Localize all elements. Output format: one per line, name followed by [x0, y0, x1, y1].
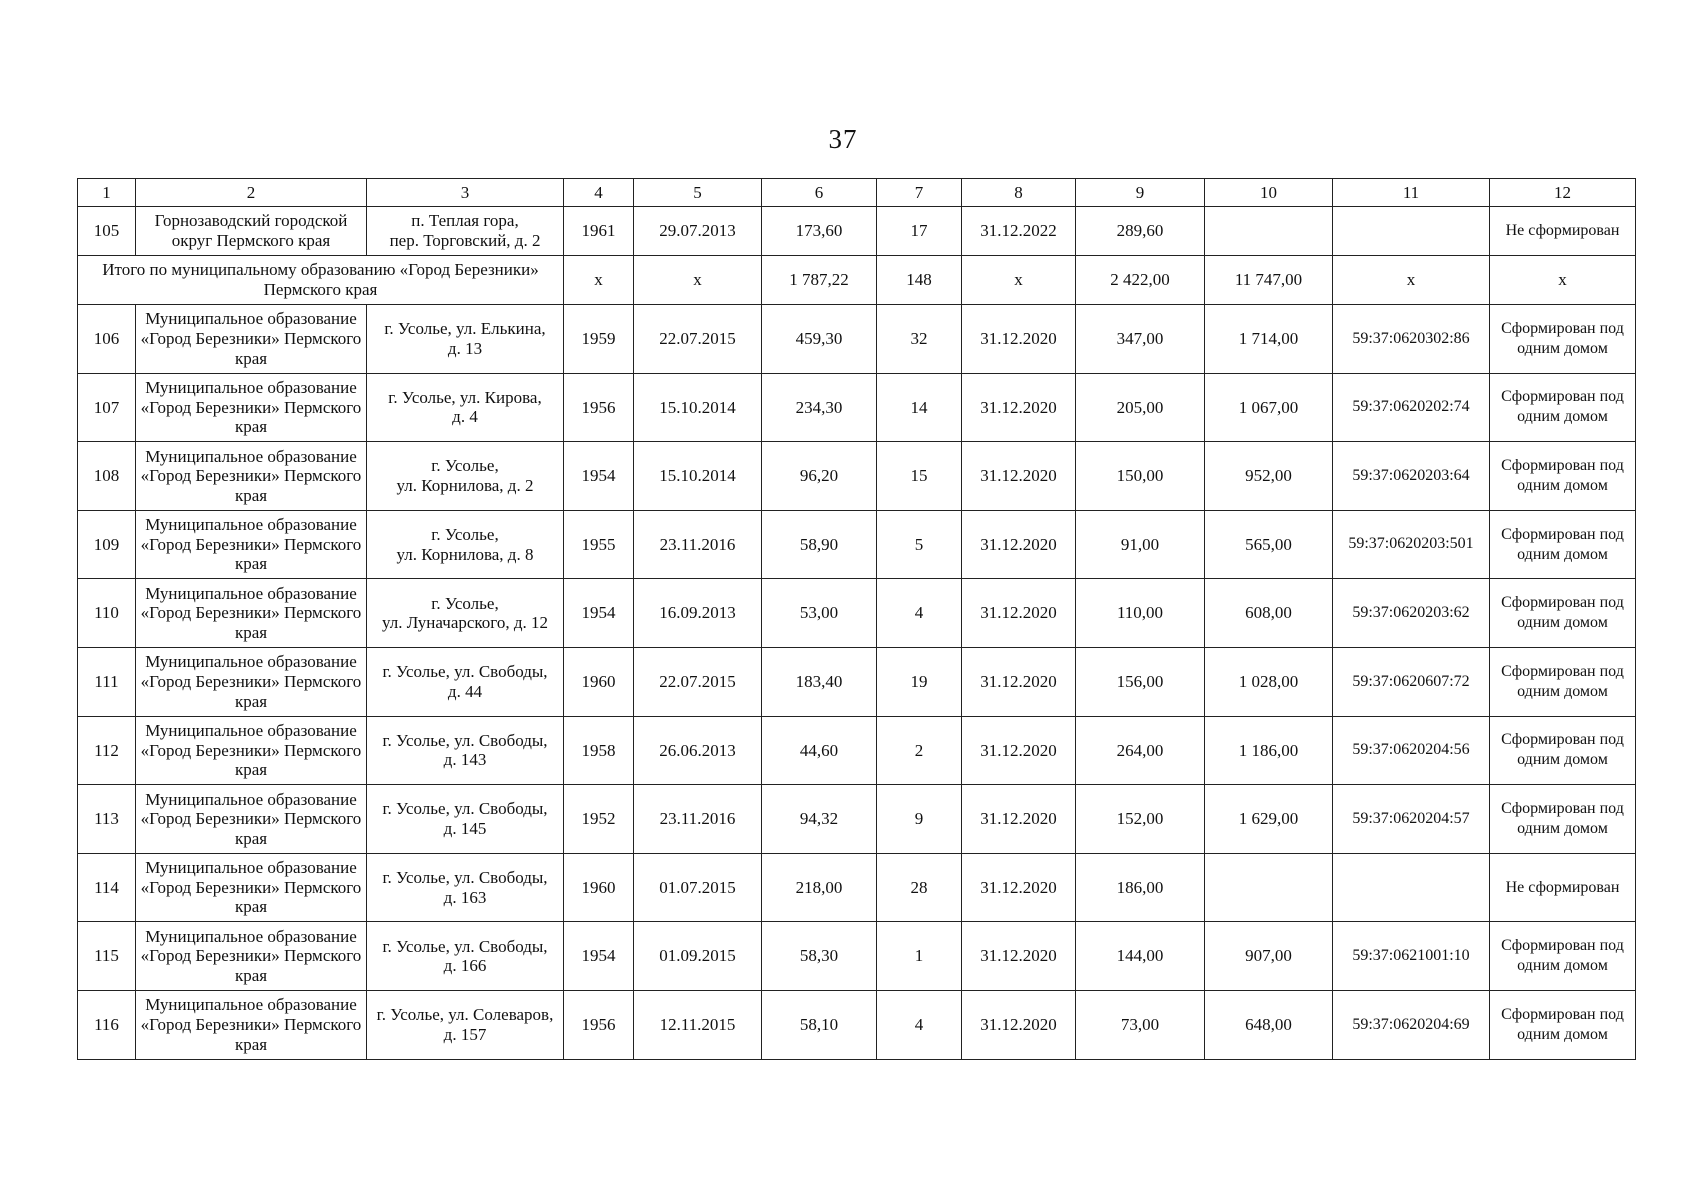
cadastral-number-cell: 59:37:0620203:501	[1333, 510, 1490, 579]
residents-cell: 32	[877, 305, 962, 374]
year-cell: 1954	[564, 442, 634, 511]
cadastral-number-cell	[1333, 853, 1490, 922]
row-number: 114	[78, 853, 136, 922]
year-cell: 1952	[564, 785, 634, 854]
date-recognized-cell: 22.07.2015	[634, 305, 762, 374]
date-recognized-cell: 01.07.2015	[634, 853, 762, 922]
address-cell	[367, 305, 564, 374]
address-line: пер. Торговский, д. 2	[389, 231, 541, 250]
municipality-cell: Муниципальное образование «Город Березники» Пермского края	[136, 785, 367, 854]
date-recognized-cell: 12.11.2015	[634, 990, 762, 1059]
column-header: 3	[367, 179, 564, 207]
column-header: 8	[962, 179, 1076, 207]
address-line: ул. Луначарского, д. 12	[381, 613, 549, 633]
total-row	[78, 256, 1636, 305]
status-cell: Сформирован под одним домом	[1490, 373, 1636, 442]
land-area-cell: 91,00	[1076, 510, 1205, 579]
cadastral-area-cell: 565,00	[1205, 510, 1333, 579]
municipality-cell: Муниципальное образование «Город Березники» Пермского края	[136, 990, 367, 1059]
total-cell: x	[1333, 256, 1490, 305]
cadastral-area-cell: 648,00	[1205, 990, 1333, 1059]
municipality-cell: Муниципальное образование «Город Березники» Пермского края	[136, 305, 367, 374]
row-number: 109	[78, 510, 136, 579]
address-cell	[367, 990, 564, 1059]
cadastral-number-cell: 59:37:0621001:10	[1333, 922, 1490, 991]
year-cell: 1955	[564, 510, 634, 579]
date-recognized-cell: 15.10.2014	[634, 373, 762, 442]
address-cell	[367, 785, 564, 854]
cadastral-number-cell: 59:37:0620202:74	[1333, 373, 1490, 442]
row-number: 108	[78, 442, 136, 511]
area-cell: 234,30	[762, 373, 877, 442]
column-header: 6	[762, 179, 877, 207]
cadastral-number-cell: 59:37:0620203:62	[1333, 579, 1490, 648]
address-cell	[367, 647, 564, 716]
status-cell: Сформирован под одним домом	[1490, 510, 1636, 579]
page-number: 37	[828, 124, 858, 154]
total-area-cell: 1 787,22	[762, 256, 877, 305]
column-header: 2	[136, 179, 367, 207]
table-row	[78, 785, 1636, 854]
land-area-cell: 150,00	[1076, 442, 1205, 511]
year-cell: 1954	[564, 922, 634, 991]
cadastral-area-cell: 1 067,00	[1205, 373, 1333, 442]
planned-date-cell: 31.12.2020	[962, 990, 1076, 1059]
residents-cell: 1	[877, 922, 962, 991]
address-line: д. 4	[452, 407, 478, 427]
status-cell: Сформирован под одним домом	[1490, 990, 1636, 1059]
column-header: 9	[1076, 179, 1205, 207]
address-line: г. Усолье, ул. Свободы,	[382, 662, 548, 682]
cadastral-area-cell: 608,00	[1205, 579, 1333, 648]
year-cell: 1960	[564, 647, 634, 716]
column-header: 4	[564, 179, 634, 207]
row-number: 111	[78, 647, 136, 716]
address-line: ул. Корнилова, д. 2	[396, 475, 534, 495]
table-row	[78, 510, 1636, 579]
land-area-cell: 205,00	[1076, 373, 1205, 442]
column-header: 5	[634, 179, 762, 207]
date-recognized-cell: 16.09.2013	[634, 579, 762, 648]
land-area-cell: 264,00	[1076, 716, 1205, 785]
year-cell: 1958	[564, 716, 634, 785]
residents-cell: 9	[877, 785, 962, 854]
table-row	[78, 305, 1636, 374]
planned-date-cell: 31.12.2020	[962, 716, 1076, 785]
housing-register-table	[77, 178, 1636, 1060]
year-cell: 1956	[564, 990, 634, 1059]
cadastral-number-cell: 59:37:0620204:69	[1333, 990, 1490, 1059]
cadastral-number-cell: 59:37:0620203:64	[1333, 442, 1490, 511]
column-header: 11	[1333, 179, 1490, 207]
year-cell: 1956	[564, 373, 634, 442]
planned-date-cell: 31.12.2020	[962, 373, 1076, 442]
address-cell	[367, 510, 564, 579]
residents-cell: 15	[877, 442, 962, 511]
status-cell: Сформирован под одним домом	[1490, 305, 1636, 374]
municipality-cell: Муниципальное образование «Город Березники» Пермского края	[136, 716, 367, 785]
year-cell: 1961	[564, 207, 634, 256]
area-cell: 44,60	[762, 716, 877, 785]
date-recognized-cell: 22.07.2015	[634, 647, 762, 716]
address-line: д. 166	[443, 956, 487, 976]
planned-date-cell: 31.12.2020	[962, 785, 1076, 854]
total-label: Итого по муниципальному образованию «Город Березники» Пермского края	[78, 256, 564, 305]
total-land-area-cell: 2 422,00	[1076, 256, 1205, 305]
address-line: г. Усолье, ул. Свободы,	[382, 730, 548, 750]
row-number: 116	[78, 990, 136, 1059]
planned-date-cell: 31.12.2020	[962, 853, 1076, 922]
date-recognized-cell: 23.11.2016	[634, 510, 762, 579]
municipality-cell: Горнозаводский городской округ Пермского края	[136, 207, 367, 256]
total-cell: x	[962, 256, 1076, 305]
planned-date-cell: 31.12.2020	[962, 579, 1076, 648]
table-row	[78, 853, 1636, 922]
row-number: 113	[78, 785, 136, 854]
municipality-cell: Муниципальное образование «Город Березники» Пермского края	[136, 510, 367, 579]
address-line: ул. Корнилова, д. 8	[396, 544, 534, 564]
address-line: п. Теплая гора,	[411, 211, 519, 231]
cadastral-number-cell: 59:37:0620204:57	[1333, 785, 1490, 854]
address-line: г. Усолье,	[431, 456, 499, 476]
address-line: г. Усолье, ул. Свободы,	[382, 868, 548, 887]
table-row	[78, 716, 1636, 785]
status-cell: Сформирован под одним домом	[1490, 579, 1636, 648]
address-line: д. 143	[443, 750, 487, 770]
address-line: д. 44	[447, 681, 483, 701]
address-line: г. Усолье, ул. Солеваров,	[376, 1005, 554, 1025]
cadastral-area-cell	[1205, 853, 1333, 922]
column-header: 7	[877, 179, 962, 207]
total-cadastral-area-cell: 11 747,00	[1205, 256, 1333, 305]
area-cell: 58,10	[762, 990, 877, 1059]
address-line: д. 145	[443, 818, 487, 838]
area-cell: 58,90	[762, 510, 877, 579]
planned-date-cell: 31.12.2020	[962, 442, 1076, 511]
municipality-cell: Муниципальное образование «Город Березники» Пермского края	[136, 373, 367, 442]
status-cell: Сформирован под одним домом	[1490, 716, 1636, 785]
table-row	[78, 922, 1636, 991]
municipality-cell: Муниципальное образование «Город Березники» Пермского края	[136, 442, 367, 511]
municipality-cell: Муниципальное образование «Город Березники» Пермского края	[136, 853, 367, 922]
date-recognized-cell: 01.09.2015	[634, 922, 762, 991]
area-cell: 459,30	[762, 305, 877, 374]
address-cell	[367, 579, 564, 648]
address-cell	[367, 373, 564, 442]
table-row	[78, 373, 1636, 442]
date-recognized-cell: 29.07.2013	[634, 207, 762, 256]
total-cell: x	[634, 256, 762, 305]
land-area-cell: 152,00	[1076, 785, 1205, 854]
address-line: д. 157	[443, 1024, 487, 1044]
status-cell: Не сформирован	[1490, 853, 1636, 922]
address-cell	[367, 922, 564, 991]
cadastral-number-cell: 59:37:0620204:56	[1333, 716, 1490, 785]
municipality-cell: Муниципальное образование «Город Березники» Пермского края	[136, 922, 367, 991]
address-line: г. Усолье, ул. Елькина,	[384, 319, 546, 339]
land-area-cell: 144,00	[1076, 922, 1205, 991]
cadastral-area-cell: 1 629,00	[1205, 785, 1333, 854]
residents-cell: 5	[877, 510, 962, 579]
planned-date-cell: 31.12.2022	[962, 207, 1076, 256]
cadastral-area-cell	[1205, 207, 1333, 256]
year-cell: 1954	[564, 579, 634, 648]
address-line: г. Усолье,	[431, 593, 499, 613]
status-cell: Сформирован под одним домом	[1490, 922, 1636, 991]
planned-date-cell: 31.12.2020	[962, 647, 1076, 716]
residents-cell: 4	[877, 579, 962, 648]
column-header: 1	[78, 179, 136, 207]
land-area-cell: 289,60	[1076, 207, 1205, 256]
land-area-cell: 156,00	[1076, 647, 1205, 716]
table-row	[78, 442, 1636, 511]
cadastral-number-cell	[1333, 207, 1490, 256]
land-area-cell: 73,00	[1076, 990, 1205, 1059]
column-number-row	[78, 179, 1636, 207]
cadastral-number-cell: 59:37:0620302:86	[1333, 305, 1490, 374]
row-number: 115	[78, 922, 136, 991]
area-cell: 58,30	[762, 922, 877, 991]
area-cell: 94,32	[762, 785, 877, 854]
cadastral-number-cell: 59:37:0620607:72	[1333, 647, 1490, 716]
residents-cell: 2	[877, 716, 962, 785]
address-line: г. Усолье,	[431, 525, 499, 545]
total-cell: x	[564, 256, 634, 305]
cadastral-area-cell: 1 714,00	[1205, 305, 1333, 374]
residents-cell: 19	[877, 647, 962, 716]
address-line: д. 163	[443, 887, 487, 907]
status-cell: Не сформирован	[1490, 207, 1636, 256]
row-number: 110	[78, 579, 136, 648]
land-area-cell: 186,00	[1076, 853, 1205, 922]
row-number: 112	[78, 716, 136, 785]
status-cell: Сформирован под одним домом	[1490, 442, 1636, 511]
cadastral-area-cell: 952,00	[1205, 442, 1333, 511]
address-cell	[367, 853, 564, 922]
municipality-cell: Муниципальное образование «Город Березники» Пермского края	[136, 647, 367, 716]
area-cell: 53,00	[762, 579, 877, 648]
municipality-cell: Муниципальное образование «Город Березники» Пермского края	[136, 579, 367, 648]
planned-date-cell: 31.12.2020	[962, 305, 1076, 374]
address-cell	[367, 207, 564, 256]
table-row	[78, 647, 1636, 716]
residents-cell: 28	[877, 853, 962, 922]
total-cell: x	[1490, 256, 1636, 305]
residents-cell: 4	[877, 990, 962, 1059]
planned-date-cell: 31.12.2020	[962, 922, 1076, 991]
date-recognized-cell: 23.11.2016	[634, 785, 762, 854]
table-row	[78, 579, 1636, 648]
date-recognized-cell: 26.06.2013	[634, 716, 762, 785]
row-number: 105	[78, 207, 136, 256]
land-area-cell: 110,00	[1076, 579, 1205, 648]
row-number: 106	[78, 305, 136, 374]
address-line: г. Усолье, ул. Кирова,	[388, 387, 542, 407]
residents-cell: 17	[877, 207, 962, 256]
residents-cell: 14	[877, 373, 962, 442]
address-cell	[367, 442, 564, 511]
row-number: 107	[78, 373, 136, 442]
status-cell: Сформирован под одним домом	[1490, 785, 1636, 854]
cadastral-area-cell: 1 028,00	[1205, 647, 1333, 716]
column-header: 10	[1205, 179, 1333, 207]
column-header: 12	[1490, 179, 1636, 207]
table-row	[78, 990, 1636, 1059]
cadastral-area-cell: 1 186,00	[1205, 716, 1333, 785]
status-cell: Сформирован под одним домом	[1490, 647, 1636, 716]
area-cell: 173,60	[762, 207, 877, 256]
planned-date-cell: 31.12.2020	[962, 510, 1076, 579]
address-cell	[367, 716, 564, 785]
address-line: г. Усолье, ул. Свободы,	[382, 799, 548, 819]
area-cell: 183,40	[762, 647, 877, 716]
year-cell: 1960	[564, 853, 634, 922]
area-cell: 218,00	[762, 853, 877, 922]
date-recognized-cell: 15.10.2014	[634, 442, 762, 511]
area-cell: 96,20	[762, 442, 877, 511]
cadastral-area-cell: 907,00	[1205, 922, 1333, 991]
table-row	[78, 207, 1636, 256]
year-cell: 1959	[564, 305, 634, 374]
total-residents-cell: 148	[877, 256, 962, 305]
address-line: г. Усолье, ул. Свободы,	[382, 936, 548, 956]
address-line: д. 13	[447, 338, 483, 358]
land-area-cell: 347,00	[1076, 305, 1205, 374]
